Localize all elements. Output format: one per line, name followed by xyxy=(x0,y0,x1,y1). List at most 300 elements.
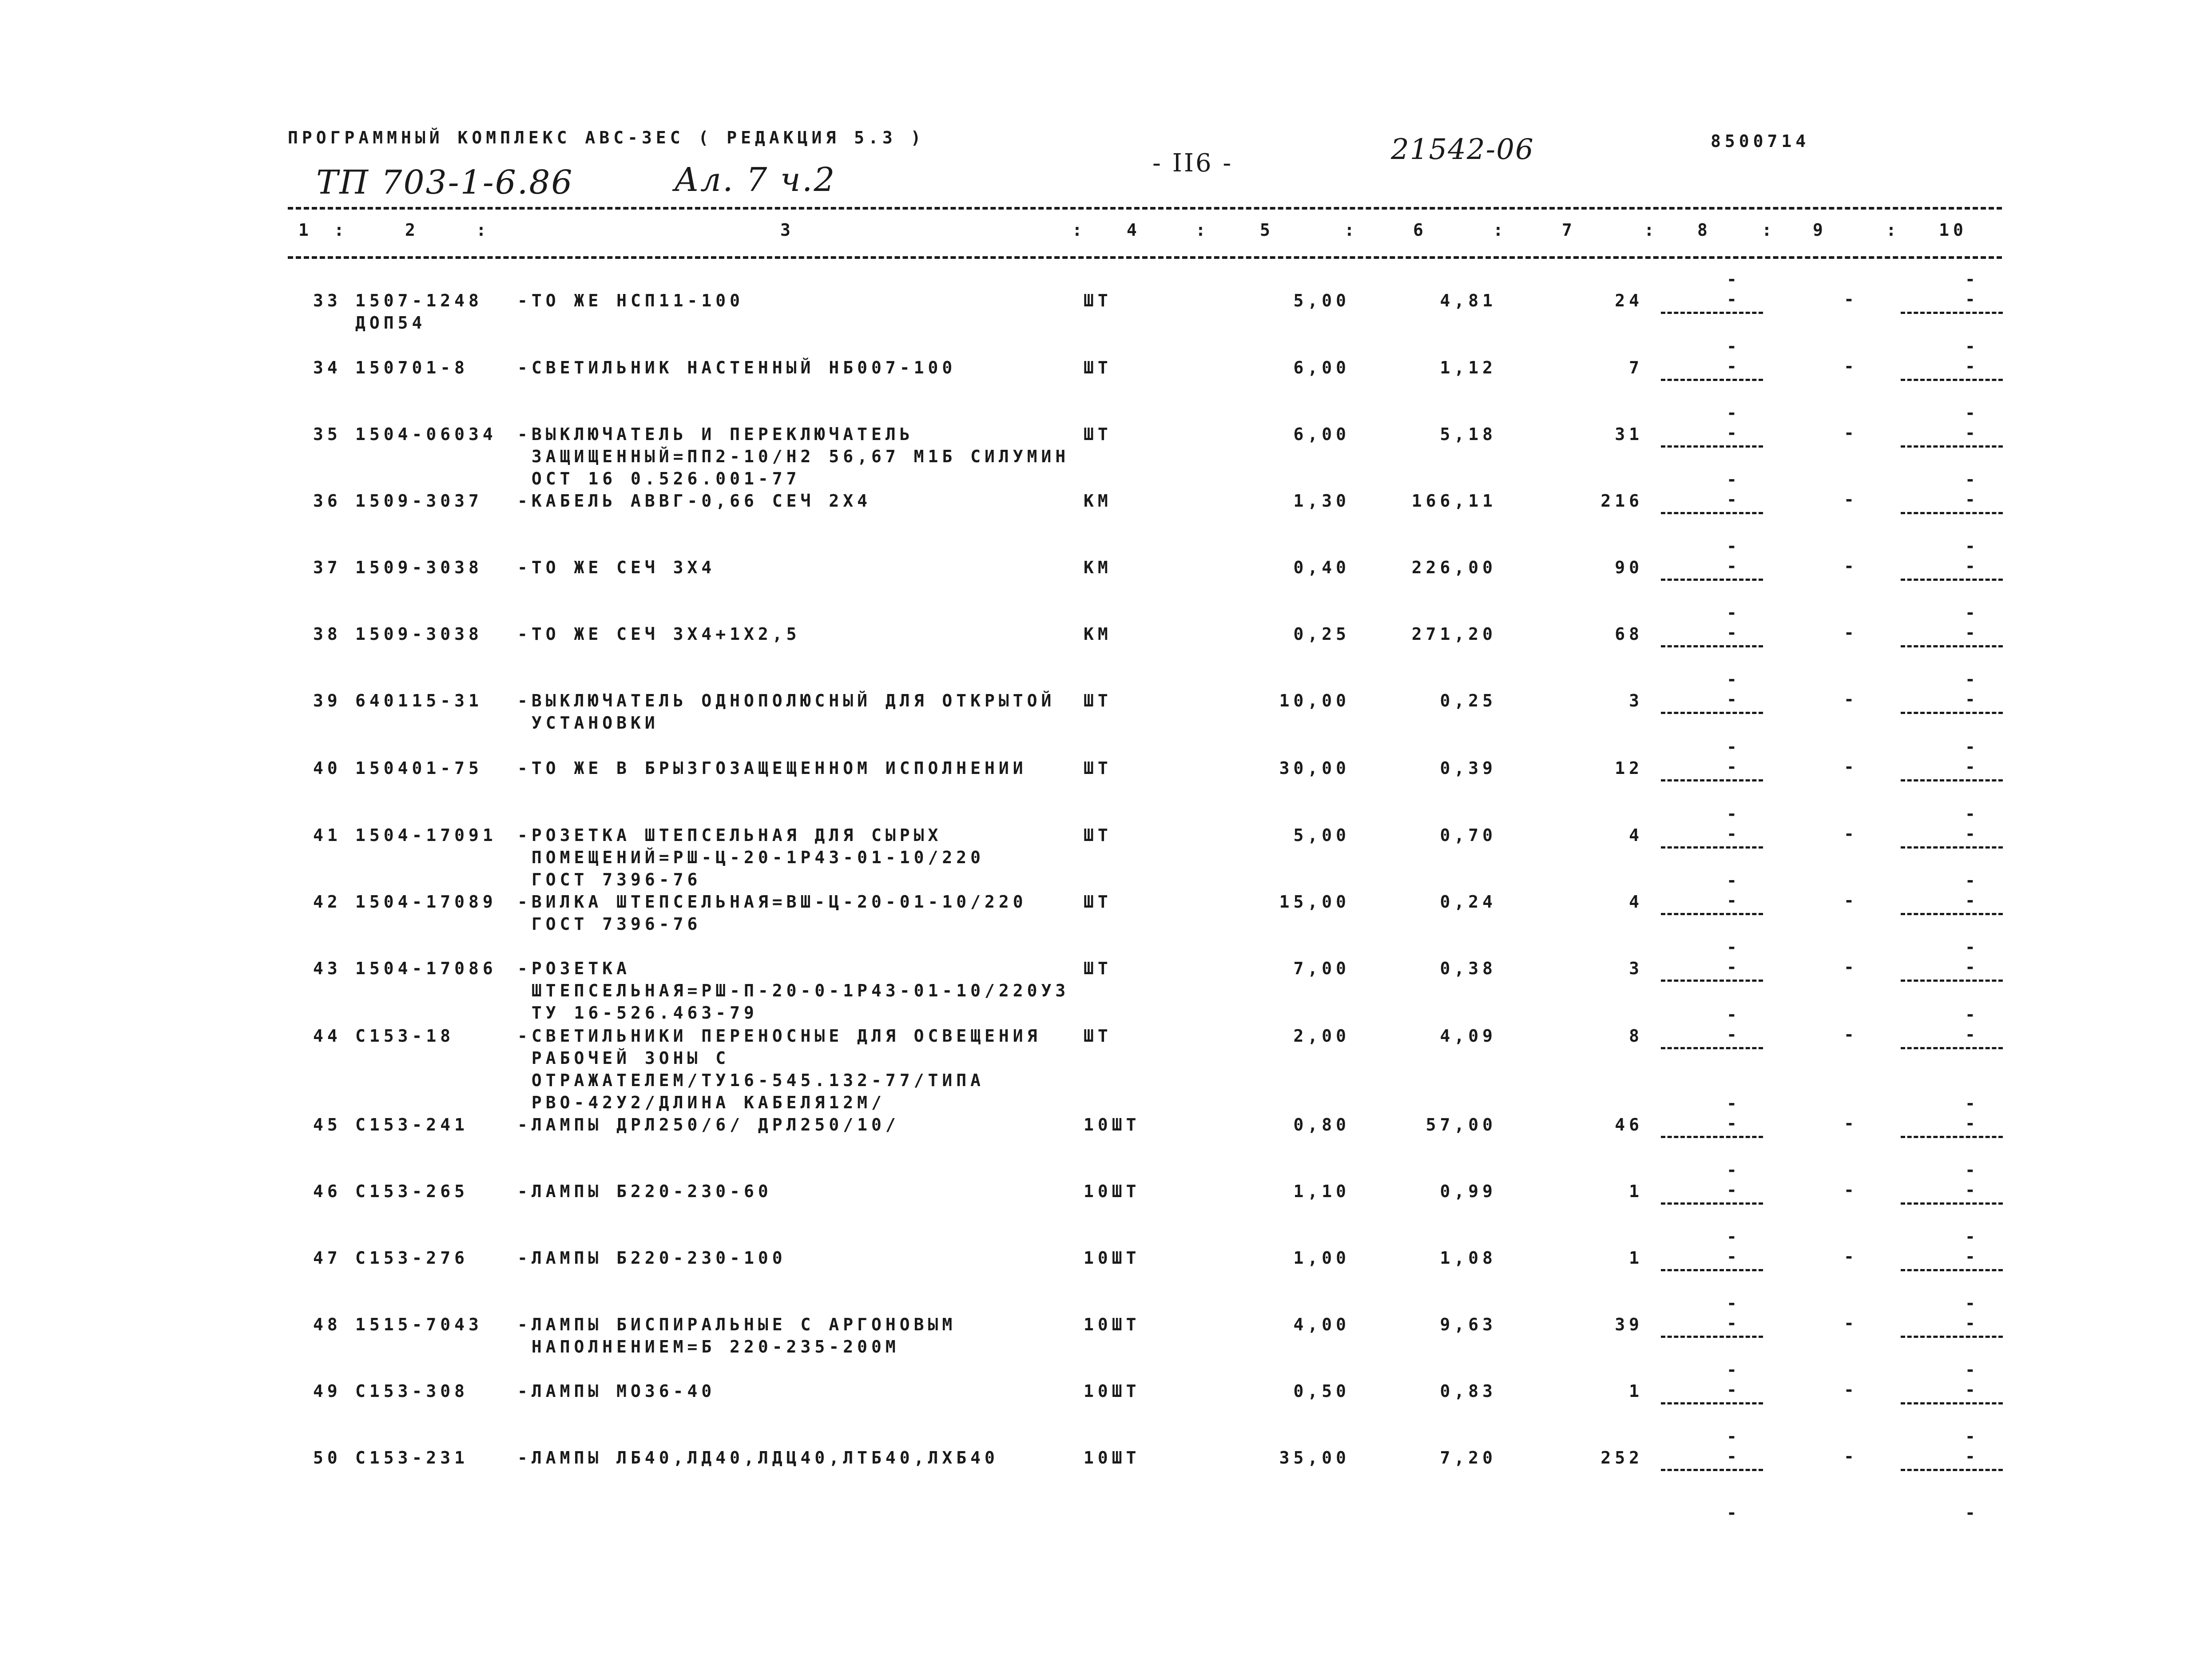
col8-mark: - xyxy=(1727,556,1741,576)
col10-dash-rule xyxy=(1901,913,2003,915)
total-cost: 1 xyxy=(1629,1248,1643,1268)
col8-mark: - xyxy=(1727,1094,1741,1113)
table-row xyxy=(0,337,2212,423)
col8-dash-rule xyxy=(1661,1136,1763,1138)
col8-mark: - xyxy=(1727,603,1741,623)
unit-price: 226,00 xyxy=(1411,558,1497,577)
total-cost: 24 xyxy=(1615,291,1643,310)
row-number: 49 xyxy=(313,1381,342,1401)
col10-mark: - xyxy=(1965,1360,1979,1380)
unit: 10ШТ xyxy=(1084,1115,1140,1134)
col9-mark: - xyxy=(1844,1380,1858,1400)
unit-price: 0,39 xyxy=(1440,758,1497,778)
quantity: 4,00 xyxy=(1293,1315,1350,1334)
col9-mark: - xyxy=(1844,423,1858,443)
unit-price: 1,08 xyxy=(1440,1248,1497,1268)
price-code: 1504-17091 xyxy=(355,825,497,845)
col10-dash-rule xyxy=(1901,779,2003,781)
col8-mark: - xyxy=(1727,1447,1741,1466)
col10-mark: - xyxy=(1965,1380,1979,1400)
col8-mark: - xyxy=(1727,290,1741,309)
column-separator: : xyxy=(476,220,490,240)
column-header-5: 5 xyxy=(1260,220,1274,240)
column-header-4: 4 xyxy=(1127,220,1141,240)
quantity: 2,00 xyxy=(1293,1026,1350,1046)
unit: ШТ xyxy=(1084,358,1112,377)
col8-mark: - xyxy=(1727,1025,1741,1044)
program-title: ПРОГРАММНЫЙ КОМПЛЕКС АВС-3ЕС ( РЕДАКЦИЯ 5.3 ) xyxy=(288,128,925,147)
quantity: 1,10 xyxy=(1293,1182,1350,1201)
col8-mark: - xyxy=(1727,1114,1741,1133)
column-header-1: 1 xyxy=(298,220,313,240)
column-separator: : xyxy=(1344,220,1358,240)
col10-dash-rule xyxy=(1901,379,2003,381)
row-number: 38 xyxy=(313,624,342,644)
col10-dash-rule xyxy=(1901,312,2003,314)
col10-dash-rule xyxy=(1901,645,2003,647)
col8-dash-rule xyxy=(1661,712,1763,714)
col9-mark: - xyxy=(1844,824,1858,844)
unit: ШТ xyxy=(1084,892,1112,912)
col10-mark: - xyxy=(1965,536,1979,556)
quantity: 5,00 xyxy=(1293,825,1350,845)
total-cost: 31 xyxy=(1615,424,1643,444)
col10-mark: - xyxy=(1965,937,1979,957)
quantity: 6,00 xyxy=(1293,424,1350,444)
quantity: 6,00 xyxy=(1293,358,1350,377)
price-code: С153-308 xyxy=(355,1381,469,1401)
col10-dash-rule xyxy=(1901,445,2003,448)
col10-mark: - xyxy=(1965,423,1979,443)
item-name: -РОЗЕТКА ШТЕПСЕЛЬНАЯ ДЛЯ СЫРЫХ ПОМЕЩЕНИЙ=РШ-Ц-20-1Р43-01-10/220 ГОСТ 7396-76 xyxy=(517,825,985,889)
total-cost: 4 xyxy=(1629,892,1643,912)
col10-mark: - xyxy=(1965,670,1979,689)
column-separator: : xyxy=(1644,220,1658,240)
col10-dash-rule xyxy=(1901,1136,2003,1138)
item-name: -СВЕТИЛЬНИКИ ПЕРЕНОСНЫЕ ДЛЯ ОСВЕЩЕНИЯ РАБОЧЕЙ ЗОНЫ С ОТРАЖАТЕЛЕМ/ТУ16-545.132-77/ТИПА РВО-42У2/ДЛИНА КАБЕЛЯ12М/ xyxy=(517,1026,1041,1112)
price-code: 1515-7043 xyxy=(355,1315,483,1334)
col10-mark: - xyxy=(1965,1227,1979,1246)
col10-mark: - xyxy=(1965,1427,1979,1446)
quantity: 35,00 xyxy=(1279,1448,1350,1468)
row-number: 37 xyxy=(313,558,342,577)
unit-price: 5,18 xyxy=(1440,424,1497,444)
col10-mark: - xyxy=(1965,804,1979,824)
total-cost: 4 xyxy=(1629,825,1643,845)
price-code: 1504-06034 xyxy=(355,424,497,444)
item-name: -СВЕТИЛЬНИК НАСТЕННЫЙ НБ007-100 xyxy=(517,358,957,377)
col8-dash-rule xyxy=(1661,1336,1763,1338)
unit: ШТ xyxy=(1084,959,1112,978)
col10-dash-rule xyxy=(1901,712,2003,714)
col8-mark: - xyxy=(1727,737,1741,757)
col9-mark: - xyxy=(1844,1313,1858,1333)
total-cost: 3 xyxy=(1629,691,1643,710)
col9-mark: - xyxy=(1844,1447,1858,1466)
col10-mark: - xyxy=(1965,1025,1979,1044)
unit-price: 0,83 xyxy=(1440,1381,1497,1401)
col8-dash-rule xyxy=(1661,1269,1763,1271)
unit: КМ xyxy=(1084,491,1112,511)
col10-dash-rule xyxy=(1901,512,2003,514)
col8-mark: - xyxy=(1727,824,1741,844)
table-row xyxy=(0,804,2212,891)
price-code: 150701-8 xyxy=(355,358,469,377)
col10-mark: - xyxy=(1965,824,1979,844)
col10-mark: - xyxy=(1965,470,1979,489)
col10-dash-rule xyxy=(1901,1336,2003,1338)
item-name: -ЛАМПЫ ДРЛ250/6/ ДРЛ250/10/ xyxy=(517,1115,900,1134)
table-tail xyxy=(0,1503,2212,1570)
total-cost: 1 xyxy=(1629,1182,1643,1201)
table-row xyxy=(0,871,2212,957)
column-separator: : xyxy=(334,220,348,240)
unit-price: 7,20 xyxy=(1440,1448,1497,1468)
column-header-3: 3 xyxy=(780,220,794,240)
total-cost: 90 xyxy=(1615,558,1643,577)
item-name: -ВЫКЛЮЧАТЕЛЬ И ПЕРЕКЛЮЧАТЕЛЬ ЗАЩИЩЕННЫЙ=ПП2-10/Н2 56,67 М1Б СИЛУМИН ОСТ 16 0.526.001-77 xyxy=(517,424,1070,488)
col8-dash-rule xyxy=(1661,1469,1763,1471)
col8-dash-rule xyxy=(1661,846,1763,849)
col8-mark: - xyxy=(1727,670,1741,689)
col10-mark: - xyxy=(1965,1247,1979,1266)
price-code: С153-241 xyxy=(355,1115,469,1134)
col8-mark: - xyxy=(1727,1160,1741,1180)
col8-mark: - xyxy=(1727,1503,1741,1523)
unit: 10ШТ xyxy=(1084,1248,1140,1268)
column-separator: : xyxy=(1886,220,1900,240)
col10-mark: - xyxy=(1965,1160,1979,1180)
item-name: -КАБЕЛЬ АВВГ-0,66 СЕЧ 2Х4 xyxy=(517,491,871,511)
col10-mark: - xyxy=(1965,1005,1979,1024)
col8-dash-rule xyxy=(1661,1202,1763,1205)
price-code: 1509-3037 xyxy=(355,491,483,511)
col9-mark: - xyxy=(1844,490,1858,509)
price-code: 1504-17089 xyxy=(355,892,497,912)
quantity: 15,00 xyxy=(1279,892,1350,912)
total-cost: 39 xyxy=(1615,1315,1643,1334)
col8-dash-rule xyxy=(1661,913,1763,915)
col8-mark: - xyxy=(1727,937,1741,957)
col10-mark: - xyxy=(1965,891,1979,910)
table-row xyxy=(0,737,2212,824)
col9-mark: - xyxy=(1844,1025,1858,1044)
col10-mark: - xyxy=(1965,403,1979,423)
column-header-10: 10 xyxy=(1939,220,1967,240)
row-number: 40 xyxy=(313,758,342,778)
item-name: -ТО ЖЕ В БРЫЗГОЗАЩЕЩЕННОМ ИСПОЛНЕНИИ xyxy=(517,758,1027,778)
total-cost: 252 xyxy=(1600,1448,1643,1468)
row-number: 39 xyxy=(313,691,342,710)
table-row xyxy=(0,470,2212,556)
item-name: -ЛАМПЫ ЛБ40,ЛД40,ЛДЦ40,ЛТБ40,ЛХБ40 xyxy=(517,1448,999,1468)
total-cost: 8 xyxy=(1629,1026,1643,1046)
col9-mark: - xyxy=(1844,1247,1858,1266)
col10-mark: - xyxy=(1965,490,1979,509)
column-header-9: 9 xyxy=(1813,220,1827,240)
column-separator: : xyxy=(1195,220,1210,240)
total-cost: 68 xyxy=(1615,624,1643,644)
total-cost: 46 xyxy=(1615,1115,1643,1134)
col10-dash-rule xyxy=(1901,1469,2003,1471)
price-code: С153-18 xyxy=(355,1026,455,1046)
quantity: 1,00 xyxy=(1293,1248,1350,1268)
quantity: 5,00 xyxy=(1293,291,1350,310)
row-number: 46 xyxy=(313,1182,342,1201)
item-name: -ЛАМПЫ БИСПИРАЛЬНЫЕ С АРГОНОВЫМ НАПОЛНЕНИЕМ=Б 220-235-200М xyxy=(517,1315,957,1357)
row-number: 48 xyxy=(313,1315,342,1334)
unit-price: 0,70 xyxy=(1440,825,1497,845)
page-number: - II6 - xyxy=(1152,149,1233,178)
row-number: 45 xyxy=(313,1115,342,1134)
row-number: 33 xyxy=(313,291,342,310)
item-name: -РОЗЕТКА ШТЕПСЕЛЬНАЯ=РШ-П-20-0-1Р43-01-10/220У3 ТУ 16-526.463-79 xyxy=(517,959,1070,1023)
unit-price: 4,81 xyxy=(1440,291,1497,310)
album-part: Ал. 7 ч.2 xyxy=(674,161,836,199)
unit: ШТ xyxy=(1084,291,1112,310)
col8-mark: - xyxy=(1727,1313,1741,1333)
col8-mark: - xyxy=(1727,623,1741,643)
col8-dash-rule xyxy=(1661,1047,1763,1049)
row-number: 34 xyxy=(313,358,342,377)
unit-price: 0,24 xyxy=(1440,892,1497,912)
col8-mark: - xyxy=(1727,690,1741,709)
unit-price: 0,99 xyxy=(1440,1182,1497,1201)
col10-mark: - xyxy=(1965,337,1979,356)
table-header-rule xyxy=(288,256,2002,259)
doc-number: 21542-06 xyxy=(1391,133,1534,166)
row-number: 43 xyxy=(313,959,342,978)
col10-mark: - xyxy=(1965,1503,1979,1523)
column-header-row xyxy=(288,220,2002,247)
unit-price: 9,63 xyxy=(1440,1315,1497,1334)
item-name: -ЛАМПЫ Б220-230-100 xyxy=(517,1248,786,1268)
table-row xyxy=(0,536,2212,623)
price-code: 1509-3038 xyxy=(355,558,483,577)
row-number: 44 xyxy=(313,1026,342,1046)
column-separator: : xyxy=(1762,220,1776,240)
unit-price: 1,12 xyxy=(1440,358,1497,377)
col10-mark: - xyxy=(1965,1293,1979,1313)
col8-dash-rule xyxy=(1661,445,1763,448)
table-row xyxy=(0,603,2212,690)
col9-mark: - xyxy=(1844,891,1858,910)
col9-mark: - xyxy=(1844,290,1858,309)
col9-mark: - xyxy=(1844,1114,1858,1133)
unit: 10ШТ xyxy=(1084,1315,1140,1334)
col8-mark: - xyxy=(1727,270,1741,289)
col8-dash-rule xyxy=(1661,512,1763,514)
col8-mark: - xyxy=(1727,536,1741,556)
col10-dash-rule xyxy=(1901,1269,2003,1271)
unit-price: 271,20 xyxy=(1411,624,1497,644)
total-cost: 1 xyxy=(1629,1381,1643,1401)
col10-dash-rule xyxy=(1901,846,2003,849)
total-cost: 216 xyxy=(1600,491,1643,511)
col10-mark: - xyxy=(1965,1447,1979,1466)
col10-dash-rule xyxy=(1901,579,2003,581)
col8-mark: - xyxy=(1727,403,1741,423)
col8-dash-rule xyxy=(1661,579,1763,581)
item-name: -ВИЛКА ШТЕПСЕЛЬНАЯ=ВШ-Ц-20-01-10/220 ГОСТ 7396-76 xyxy=(517,892,1027,934)
row-number: 35 xyxy=(313,424,342,444)
code-number: 8500714 xyxy=(1711,131,1810,151)
table-row xyxy=(0,937,2212,1024)
column-header-2: 2 xyxy=(405,220,419,240)
price-code: С153-276 xyxy=(355,1248,469,1268)
quantity: 7,00 xyxy=(1293,959,1350,978)
col8-mark: - xyxy=(1727,357,1741,376)
col8-dash-rule xyxy=(1661,1402,1763,1404)
col8-dash-rule xyxy=(1661,645,1763,647)
table-row xyxy=(0,1160,2212,1247)
quantity: 0,25 xyxy=(1293,624,1350,644)
col10-mark: - xyxy=(1965,357,1979,376)
col8-mark: - xyxy=(1727,804,1741,824)
table-row xyxy=(0,1360,2212,1447)
table-row xyxy=(0,1227,2212,1313)
item-name: -ТО ЖЕ НСП11-100 xyxy=(517,291,744,310)
col8-mark: - xyxy=(1727,1427,1741,1446)
price-code: С153-231 xyxy=(355,1448,469,1468)
column-header-6: 6 xyxy=(1413,220,1427,240)
item-name: -ВЫКЛЮЧАТЕЛЬ ОДНОПОЛЮСНЫЙ ДЛЯ ОТКРЫТОЙ УСТАНОВКИ xyxy=(517,691,1056,733)
unit: 10ШТ xyxy=(1084,1448,1140,1468)
col8-mark: - xyxy=(1727,871,1741,890)
col8-mark: - xyxy=(1727,337,1741,356)
unit: ШТ xyxy=(1084,691,1112,710)
col8-mark: - xyxy=(1727,891,1741,910)
col9-mark: - xyxy=(1844,690,1858,709)
unit: ШТ xyxy=(1084,424,1112,444)
col8-mark: - xyxy=(1727,1227,1741,1246)
col8-mark: - xyxy=(1727,1247,1741,1266)
col10-mark: - xyxy=(1965,290,1979,309)
col10-mark: - xyxy=(1965,690,1979,709)
unit-price: 4,09 xyxy=(1440,1026,1497,1046)
col10-mark: - xyxy=(1965,957,1979,977)
col10-mark: - xyxy=(1965,1114,1979,1133)
quantity: 1,30 xyxy=(1293,491,1350,511)
col8-mark: - xyxy=(1727,423,1741,443)
col9-mark: - xyxy=(1844,957,1858,977)
quantity: 0,40 xyxy=(1293,558,1350,577)
unit-price: 0,38 xyxy=(1440,959,1497,978)
item-name: -ТО ЖЕ СЕЧ 3Х4+1Х2,5 xyxy=(517,624,801,644)
col10-dash-rule xyxy=(1901,980,2003,982)
col10-mark: - xyxy=(1965,270,1979,289)
quantity: 10,00 xyxy=(1279,691,1350,710)
unit: ШТ xyxy=(1084,1026,1112,1046)
unit-price: 57,00 xyxy=(1426,1115,1497,1134)
quantity: 30,00 xyxy=(1279,758,1350,778)
item-name: -ЛАМПЫ Б220-230-60 xyxy=(517,1182,772,1201)
unit: ШТ xyxy=(1084,758,1112,778)
table-row xyxy=(0,1005,2212,1112)
column-header-7: 7 xyxy=(1562,220,1576,240)
price-code: 1507-1248 ДОП54 xyxy=(355,291,483,333)
unit: 10ШТ xyxy=(1084,1381,1140,1401)
column-header-8: 8 xyxy=(1697,220,1712,240)
column-separator: : xyxy=(1493,220,1507,240)
price-code: С153-265 xyxy=(355,1182,469,1201)
col8-mark: - xyxy=(1727,490,1741,509)
col8-mark: - xyxy=(1727,1380,1741,1400)
project-code: ТП 703-1-6.86 xyxy=(316,163,574,202)
col8-dash-rule xyxy=(1661,980,1763,982)
col9-mark: - xyxy=(1844,623,1858,643)
col10-mark: - xyxy=(1965,1313,1979,1333)
row-number: 41 xyxy=(313,825,342,845)
col10-mark: - xyxy=(1965,603,1979,623)
table-row xyxy=(0,1293,2212,1380)
price-code: 1504-17086 xyxy=(355,959,497,978)
col8-mark: - xyxy=(1727,470,1741,489)
col10-mark: - xyxy=(1965,556,1979,576)
col8-mark: - xyxy=(1727,1360,1741,1380)
table-row xyxy=(0,270,2212,356)
col10-mark: - xyxy=(1965,1094,1979,1113)
row-number: 50 xyxy=(313,1448,342,1468)
quantity: 0,50 xyxy=(1293,1381,1350,1401)
col9-mark: - xyxy=(1844,556,1858,576)
row-number: 47 xyxy=(313,1248,342,1268)
total-cost: 12 xyxy=(1615,758,1643,778)
price-code: 640115-31 xyxy=(355,691,483,710)
table-top-rule xyxy=(288,207,2002,210)
col9-mark: - xyxy=(1844,757,1858,777)
col8-mark: - xyxy=(1727,1005,1741,1024)
col10-dash-rule xyxy=(1901,1402,2003,1404)
total-cost: 3 xyxy=(1629,959,1643,978)
item-name: -ТО ЖЕ СЕЧ 3Х4 xyxy=(517,558,716,577)
col10-dash-rule xyxy=(1901,1047,2003,1049)
price-code: 1509-3038 xyxy=(355,624,483,644)
col8-mark: - xyxy=(1727,757,1741,777)
col8-mark: - xyxy=(1727,957,1741,977)
unit-price: 166,11 xyxy=(1411,491,1497,511)
unit-price: 0,25 xyxy=(1440,691,1497,710)
col10-mark: - xyxy=(1965,757,1979,777)
col10-mark: - xyxy=(1965,737,1979,757)
col10-mark: - xyxy=(1965,871,1979,890)
col10-mark: - xyxy=(1965,623,1979,643)
col8-dash-rule xyxy=(1661,779,1763,781)
quantity: 0,80 xyxy=(1293,1115,1350,1134)
col10-dash-rule xyxy=(1901,1202,2003,1205)
col10-mark: - xyxy=(1965,1180,1979,1200)
item-name: -ЛАМПЫ МО36-40 xyxy=(517,1381,716,1401)
col8-dash-rule xyxy=(1661,312,1763,314)
col8-mark: - xyxy=(1727,1293,1741,1313)
col9-mark: - xyxy=(1844,357,1858,376)
column-separator: : xyxy=(1072,220,1086,240)
row-number: 42 xyxy=(313,892,342,912)
col8-dash-rule xyxy=(1661,379,1763,381)
price-code: 150401-75 xyxy=(355,758,483,778)
unit: КМ xyxy=(1084,624,1112,644)
unit: КМ xyxy=(1084,558,1112,577)
col9-mark: - xyxy=(1844,1180,1858,1200)
table-row xyxy=(0,670,2212,756)
table-row xyxy=(0,1094,2212,1180)
row-number: 36 xyxy=(313,491,342,511)
table-row xyxy=(0,403,2212,490)
unit: ШТ xyxy=(1084,825,1112,845)
total-cost: 7 xyxy=(1629,358,1643,377)
col8-mark: - xyxy=(1727,1180,1741,1200)
unit: 10ШТ xyxy=(1084,1182,1140,1201)
